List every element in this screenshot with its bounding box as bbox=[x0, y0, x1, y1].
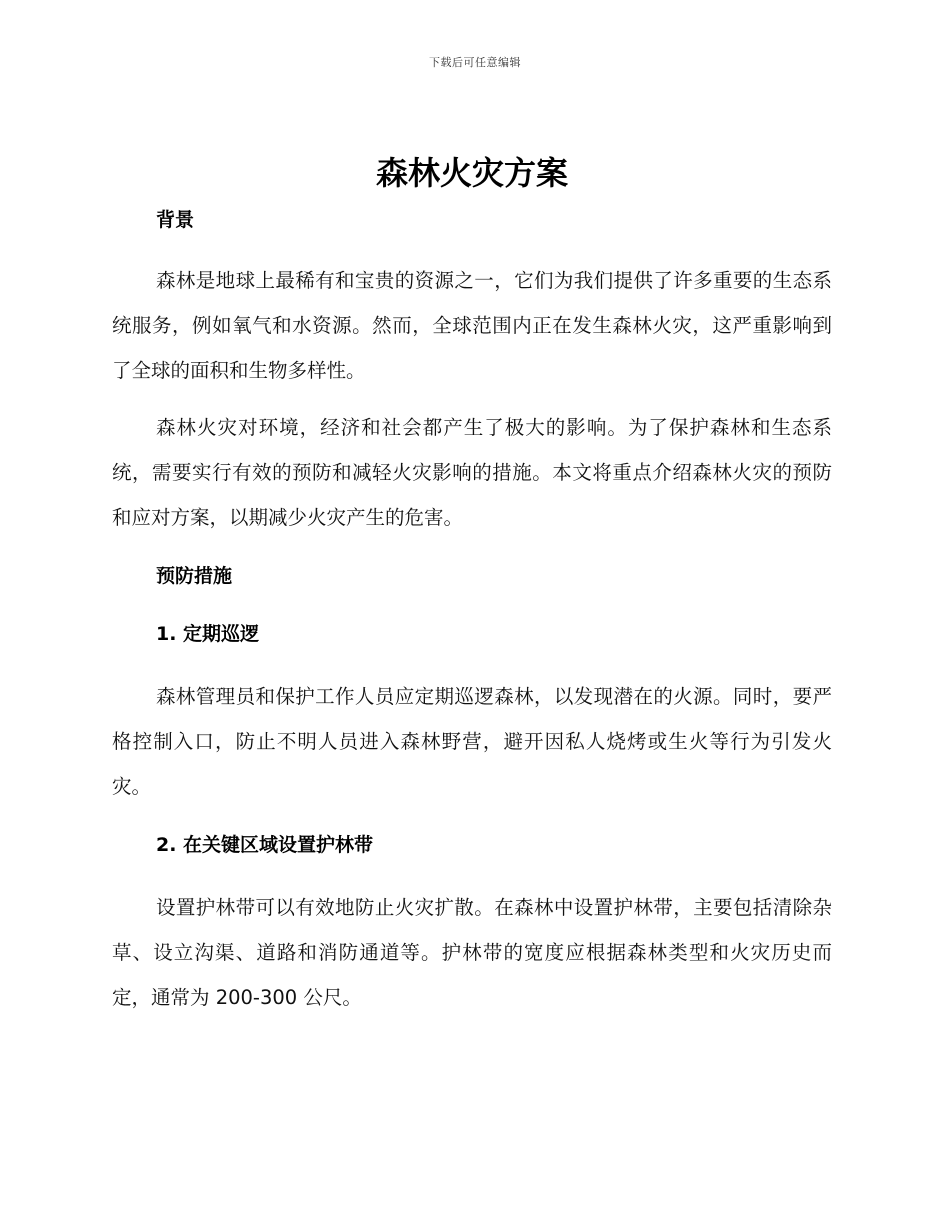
header-note: 下载后可任意编辑 bbox=[429, 56, 521, 69]
section-1-paragraph: 森林管理员和保护工作人员应定期巡逻森林，以发现潜在的火源。同时，要严格控制入口，防止不明人员进入森林野营，避开因私人烧烤或生火等行为引发火灾。 bbox=[112, 685, 832, 798]
section-1-heading: 1. 定期巡逻 bbox=[156, 623, 260, 645]
section-2-heading: 2. 在关键区域设置护林带 bbox=[156, 834, 374, 856]
background-paragraph-1: 森林是地球上最稀有和宝贵的资源之一，它们为我们提供了许多重要的生态系统服务，例如氧气和水资源。然而，全球范围内正在发生森林火灾，这严重影响到了全球的面积和生物多样性。 bbox=[112, 269, 832, 382]
document-title: 森林火灾方案 bbox=[375, 154, 568, 192]
document-body bbox=[112, 150, 832, 1020]
background-heading: 背景 bbox=[156, 209, 195, 231]
section-2-paragraph: 设置护林带可以有效地防止火灾扩散。在森林中设置护林带，主要包括清除杂草、设立沟渠、道路和消防通道等。护林带的宽度应根据森林类型和火灾历史而定，通常为 200-300 公尺。 bbox=[112, 896, 832, 1009]
prevention-heading: 预防措施 bbox=[156, 565, 233, 587]
background-paragraph-2: 森林火灾对环境，经济和社会都产生了极大的影响。为了保护森林和生态系统，需要实行有效的预防和减轻火灾影响的措施。本文将重点介绍森林火灾的预防和应对方案，以期减少火灾产生的危害。 bbox=[112, 416, 832, 529]
